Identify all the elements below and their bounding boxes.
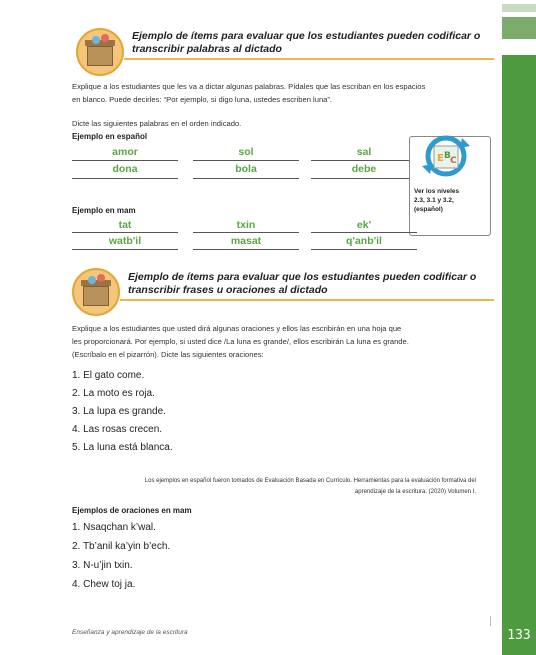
spanish-word: sal (356, 146, 372, 158)
reference-line2: 2.3, 3.1 y 3.2, (414, 197, 454, 204)
mam-sentence: 2. Tb’anil ka’yin b’ech. (72, 541, 171, 552)
reference-line1: Ver los niveles (414, 188, 460, 195)
answer-line (311, 160, 417, 161)
top-tab-light (502, 4, 536, 12)
source-note-line2: aprendizaje de la escritura. (2020) Volumen I. (354, 489, 476, 495)
intro2-line3: (Escríbalo en el pizarrón). Dicte las siguientes oraciones: (72, 350, 264, 359)
intro2-line2: les proporcionará. Por ejemplo, si usted dice /La luna es grande/, ellos escribirán La luna es grande. (72, 337, 409, 346)
answer-line (311, 178, 417, 179)
section2-underline (120, 299, 494, 301)
section2-title-line1: Ejemplo de ítems para evaluar que los estudiantes pueden codificar o (128, 271, 477, 283)
intro2-line1: Explique a los estudiantes que usted dirá algunas oraciones y ellos las escribirán en una hoja que (72, 324, 402, 333)
answer-line (311, 249, 417, 250)
section1-title-line1: Ejemplo de ítems para evaluar que los estudiantes pueden codificar o (132, 30, 481, 42)
page-number: 133 (507, 628, 531, 643)
source-note-line1: Los ejemplos en español fueron tomados de Evaluación Basada en Currículo. Herramientas para la evaluación formativa del (144, 478, 476, 484)
mam-word: tat (118, 219, 132, 231)
intro-line1: Explique a los estudiantes que les va a dictar algunas palabras. Pídales que las escriban en los espacios (72, 82, 426, 91)
section1-title-line2: transcribir palabras al dictado (132, 43, 282, 55)
spanish-sentence: 2. La moto es roja. (72, 388, 155, 399)
mam-word: masat (230, 235, 262, 247)
answer-line (193, 249, 299, 250)
footer-text: Enseñanza y aprendizaje de la escritura (72, 629, 188, 636)
mam-word: q'anb'il (346, 235, 382, 247)
svg-text:B: B (444, 151, 451, 161)
sidebar-stripe (502, 55, 536, 655)
spanish-word: amor (112, 146, 138, 158)
section1-underline (124, 58, 494, 60)
spanish-label: Ejemplo en español (72, 132, 148, 141)
section2-title-line2: transcribir frases u oraciones al dictado (128, 284, 328, 296)
spanish-word: debe (351, 163, 377, 175)
abc-cycle-icon (418, 128, 474, 184)
answer-line (72, 160, 178, 161)
answer-line (193, 232, 299, 233)
answer-line (72, 232, 178, 233)
intro-line2: en blanco. Puede decirles: “Por ejemplo, si digo luna, ustedes escriben luna”. (72, 95, 333, 104)
intro-line3: Dicte las siguientes palabras en el orden indicado. (72, 119, 242, 128)
answer-line (72, 249, 178, 250)
mam-sentences-label: Ejemplos de oraciones en mam (72, 506, 192, 515)
spanish-word: sol (238, 146, 254, 158)
mam-label: Ejemplo en mam (72, 206, 136, 215)
mam-word: ek' (356, 219, 372, 231)
svg-text:E: E (437, 153, 444, 164)
footer-tick (490, 616, 491, 626)
mam-word: txin (236, 219, 256, 231)
spanish-word: dona (112, 163, 138, 175)
spanish-sentence: 4. Las rosas crecen. (72, 424, 163, 435)
spanish-sentence: 3. La lupa es grande. (72, 406, 166, 417)
mam-sentence: 3. N-u’jin txin. (72, 560, 133, 571)
spanish-sentence: 1. El gato come. (72, 370, 145, 381)
spanish-word: bola (235, 163, 257, 175)
spanish-sentence: 5. La luna está blanca. (72, 442, 173, 453)
mam-word: watb'il (108, 235, 142, 247)
answer-line (193, 178, 299, 179)
answer-line (72, 178, 178, 179)
reference-line3: (español) (414, 206, 443, 213)
mam-sentence: 4. Chew toj ja. (72, 579, 136, 590)
mam-sentence: 1. Nsaqchan k’wal. (72, 522, 156, 533)
answer-line (193, 160, 299, 161)
answer-line (311, 232, 417, 233)
top-tab (502, 17, 536, 39)
svg-text:C: C (450, 156, 457, 166)
